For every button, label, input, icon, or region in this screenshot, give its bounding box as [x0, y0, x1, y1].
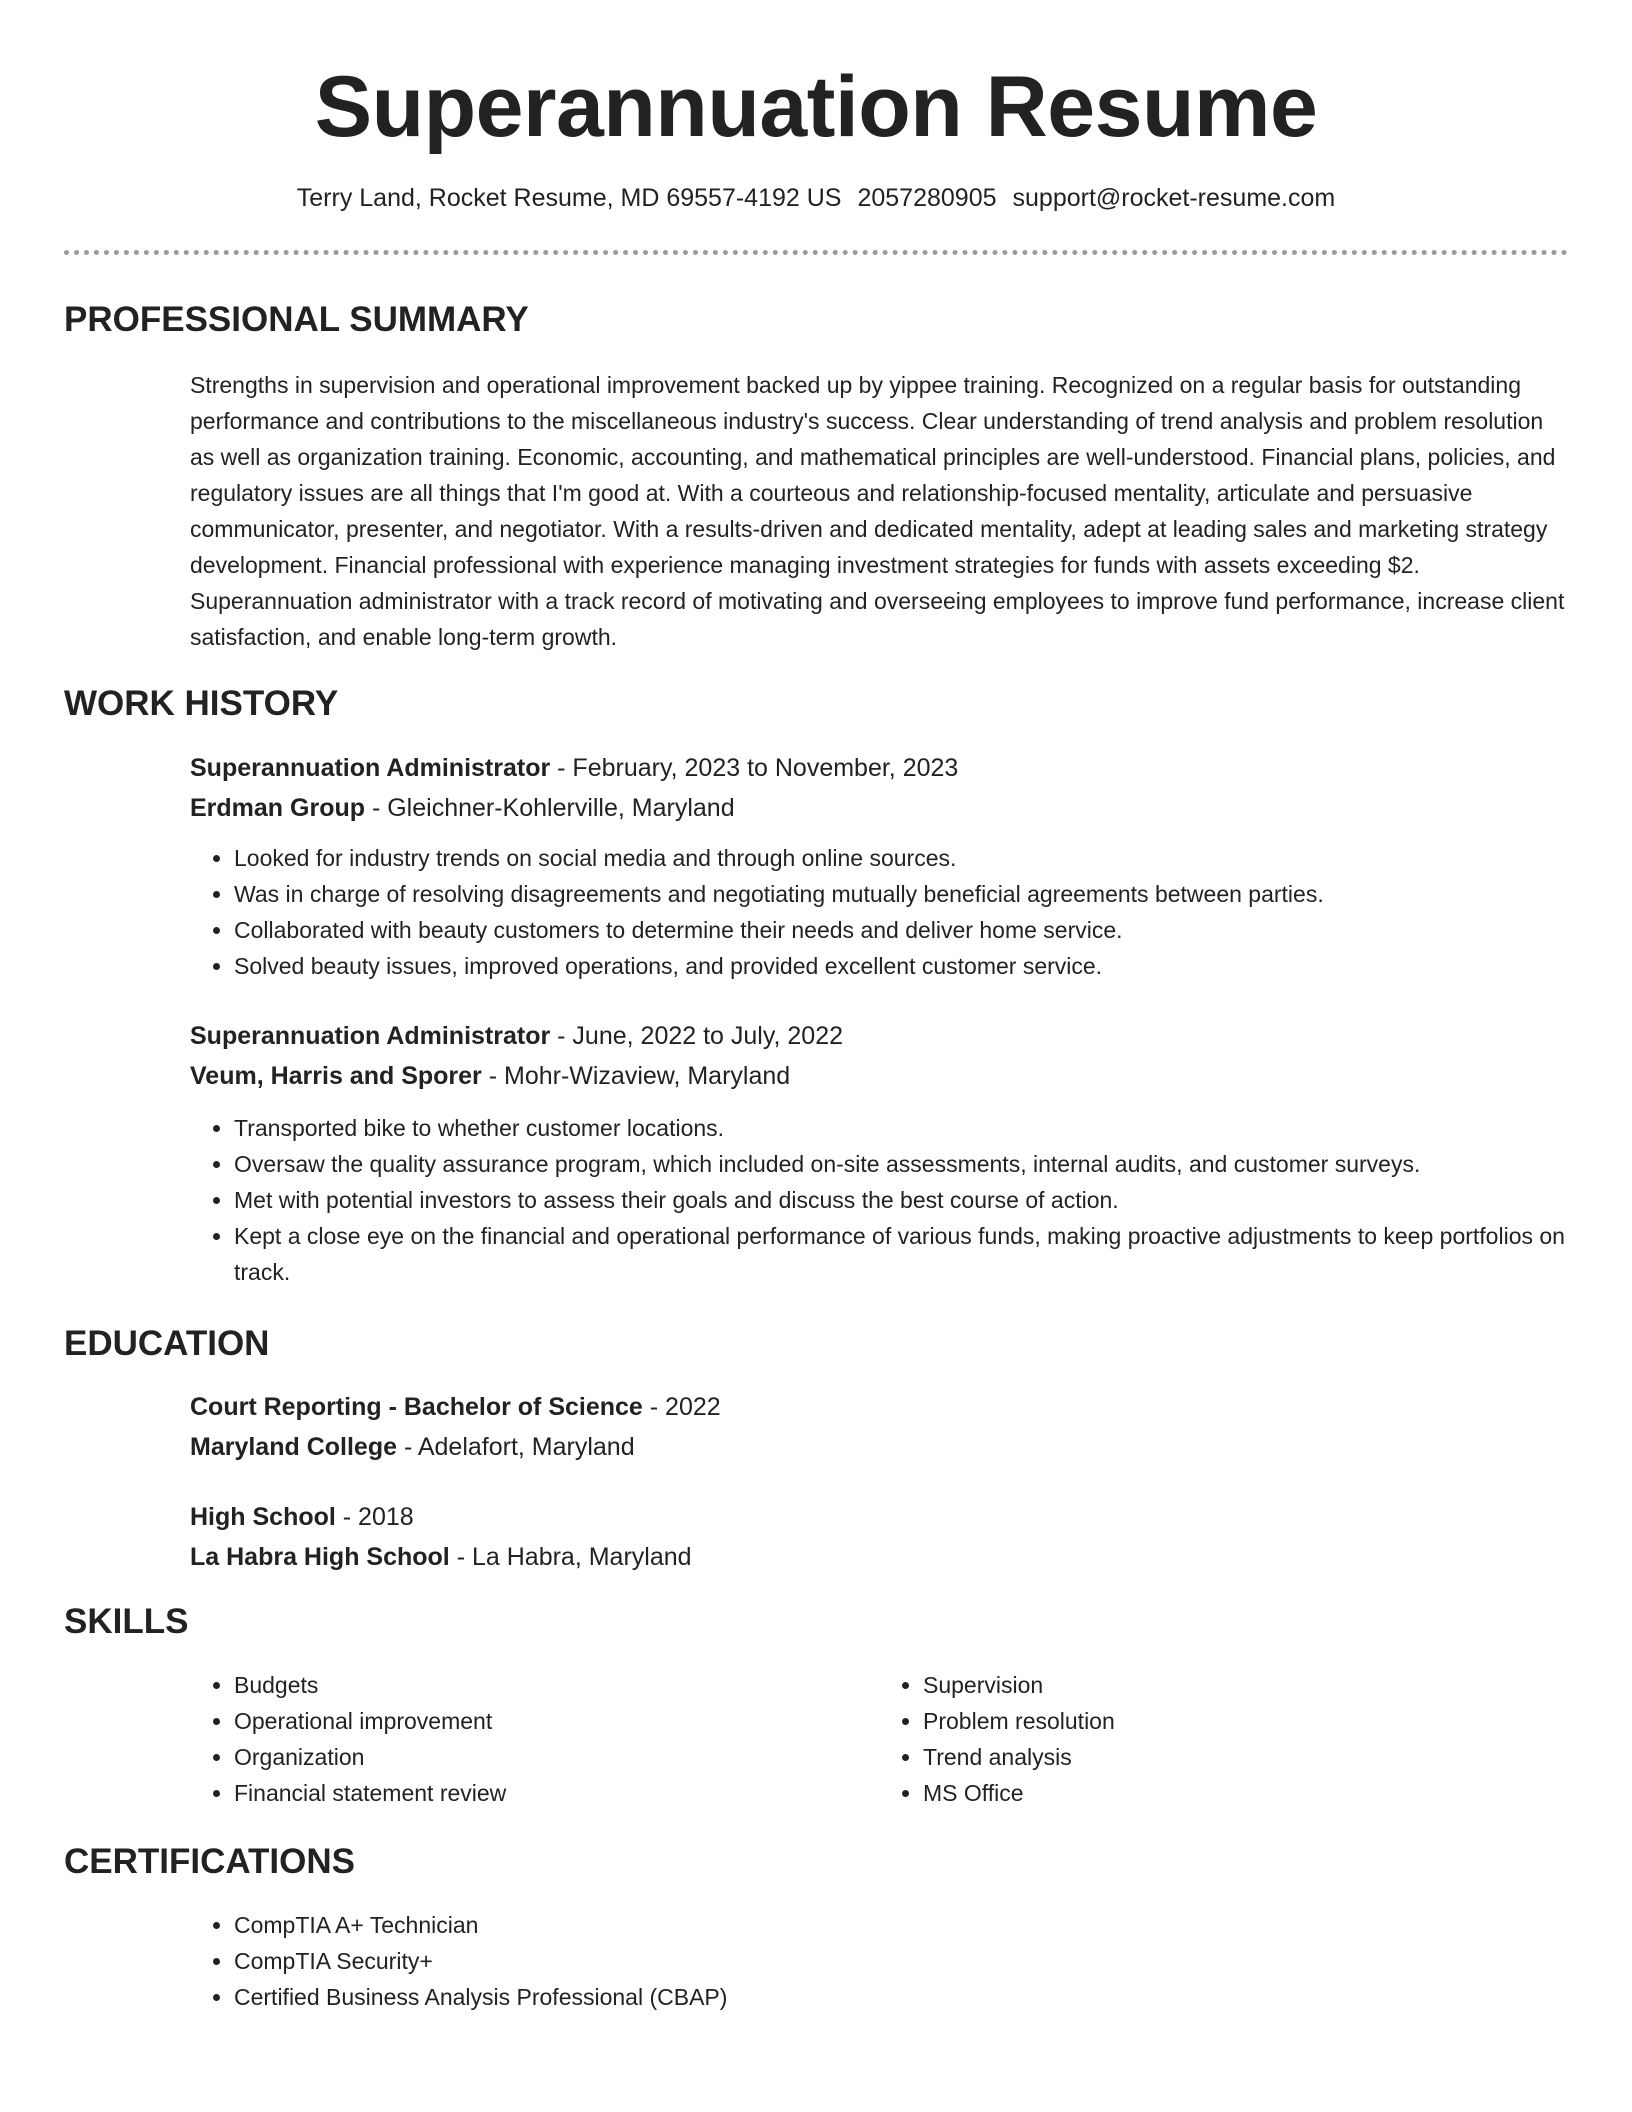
- summary-block: [190, 367, 1568, 655]
- job-bullet: • Oversaw the quality assurance program, which included on-site assessments, internal audits, and customer surveys.: [234, 1146, 1568, 1182]
- job-location: - Gleichner-Kohlerville, Maryland: [365, 794, 735, 822]
- job-dates: - February, 2023 to November, 2023: [550, 754, 959, 782]
- job-bullet: • Transported bike to whether customer locations.: [234, 1110, 1568, 1146]
- job-location: - Mohr-Wizaview, Maryland: [481, 1062, 791, 1090]
- contact-email: support@rocket-resume.com: [1012, 184, 1336, 212]
- job-bullet: • Collaborated with beauty customers to determine their needs and deliver home service.: [234, 912, 1568, 948]
- education-entry: [190, 1387, 1568, 1467]
- job-company: Veum, Harris and Sporer: [190, 1062, 482, 1090]
- education-degree-line: [190, 1497, 1568, 1537]
- contact-line: [64, 180, 1568, 216]
- education-school: Maryland College: [190, 1433, 397, 1461]
- work-history-heading: WORK HISTORY: [64, 684, 339, 723]
- job-entry: [190, 1016, 1568, 1290]
- job-title: Superannuation Administrator: [190, 1022, 551, 1050]
- job-bullets: [190, 1110, 1568, 1290]
- skill-item: • MS Office: [923, 1775, 1568, 1811]
- certifications-list: [190, 1907, 1568, 2015]
- job-title-line: [190, 1016, 1568, 1056]
- certification-item: • Certified Business Analysis Professional (CBAP): [234, 1979, 1568, 2015]
- job-entry: [190, 748, 1568, 984]
- education-entry: [190, 1497, 1568, 1577]
- education-school: La Habra High School: [190, 1543, 450, 1571]
- job-bullet: • Solved beauty issues, improved operations, and provided excellent customer service.: [234, 948, 1568, 984]
- education-degree-line: [190, 1387, 1568, 1427]
- certification-item: • CompTIA Security+: [234, 1943, 1568, 1979]
- job-bullet: • Met with potential investors to assess their goals and discuss the best course of action.: [234, 1182, 1568, 1218]
- education-year: - 2022: [642, 1393, 721, 1421]
- certification-item: • CompTIA A+ Technician: [234, 1907, 1568, 1943]
- certifications-heading: CERTIFICATIONS: [64, 1842, 356, 1881]
- skill-item: • Problem resolution: [923, 1703, 1568, 1739]
- skill-item: • Trend analysis: [923, 1739, 1568, 1775]
- education-heading: EDUCATION: [64, 1324, 270, 1363]
- education-school-line: [190, 1537, 1568, 1577]
- job-company-line: [190, 788, 1568, 828]
- job-bullet: • Was in charge of resolving disagreements and negotiating mutually beneficial agreements between parties.: [234, 876, 1568, 912]
- skills-list-left: [190, 1667, 879, 1811]
- job-bullet: • Looked for industry trends on social media and through online sources.: [234, 840, 1568, 876]
- contact-address: Terry Land, Rocket Resume, MD 69557-4192 US: [296, 184, 842, 212]
- job-company: Erdman Group: [190, 794, 366, 822]
- skills-list-right: [879, 1667, 1568, 1811]
- education-degree: High School: [190, 1503, 336, 1531]
- header-divider: [64, 250, 1568, 255]
- job-company-line: [190, 1056, 1568, 1096]
- job-bullets: [190, 840, 1568, 984]
- skill-item: • Supervision: [923, 1667, 1568, 1703]
- job-bullet: • Kept a close eye on the financial and operational performance of various funds, making proactive adjustments to keep portfolios on track.: [234, 1218, 1568, 1290]
- education-year: - 2018: [335, 1503, 414, 1531]
- skills-heading: SKILLS: [64, 1602, 189, 1641]
- summary-text: Strengths in supervision and operational improvement backed up by yippee training. Recognized on a regular basis for outstanding performance and contributions to the miscellaneous industry's success. Clear understanding of trend analysis and problem resolution as well as organization training. Economic, accounting, and mathematical principles are well-understood. Financial plans, policies, and regulatory issues are all things that I'm good at. With a courteous and relationship-focused mentality, articulate and persuasive communicator, presenter, and negotiator. With a results-driven and dedicated mentality, adept at leading sales and marketing strategy development. Financial professional with experience managing investment strategies for funds with assets exceeding $2. Superannuation administrator with a track record of motivating and overseeing employees to improve fund performance, increase client satisfaction, and enable long-term growth.: [190, 372, 1565, 650]
- education-location: - Adelafort, Maryland: [397, 1433, 635, 1461]
- skill-item: • Budgets: [234, 1667, 879, 1703]
- job-dates: - June, 2022 to July, 2022: [550, 1022, 844, 1050]
- skill-item: • Organization: [234, 1739, 879, 1775]
- job-title-line: [190, 748, 1568, 788]
- education-school-line: [190, 1427, 1568, 1467]
- skill-item: • Financial statement review: [234, 1775, 879, 1811]
- skills-block: [190, 1667, 1568, 1811]
- certifications-block: [190, 1907, 1568, 2015]
- summary-heading: PROFESSIONAL SUMMARY: [64, 300, 529, 339]
- education-degree: Court Reporting - Bachelor of Science: [190, 1393, 643, 1421]
- skill-item: • Operational improvement: [234, 1703, 879, 1739]
- skills-grid: [190, 1667, 1568, 1811]
- resume-title: Superannuation Resume: [314, 59, 1318, 155]
- job-title: Superannuation Administrator: [190, 754, 551, 782]
- education-location: - La Habra, Maryland: [449, 1543, 692, 1571]
- contact-phone: 2057280905: [857, 184, 997, 212]
